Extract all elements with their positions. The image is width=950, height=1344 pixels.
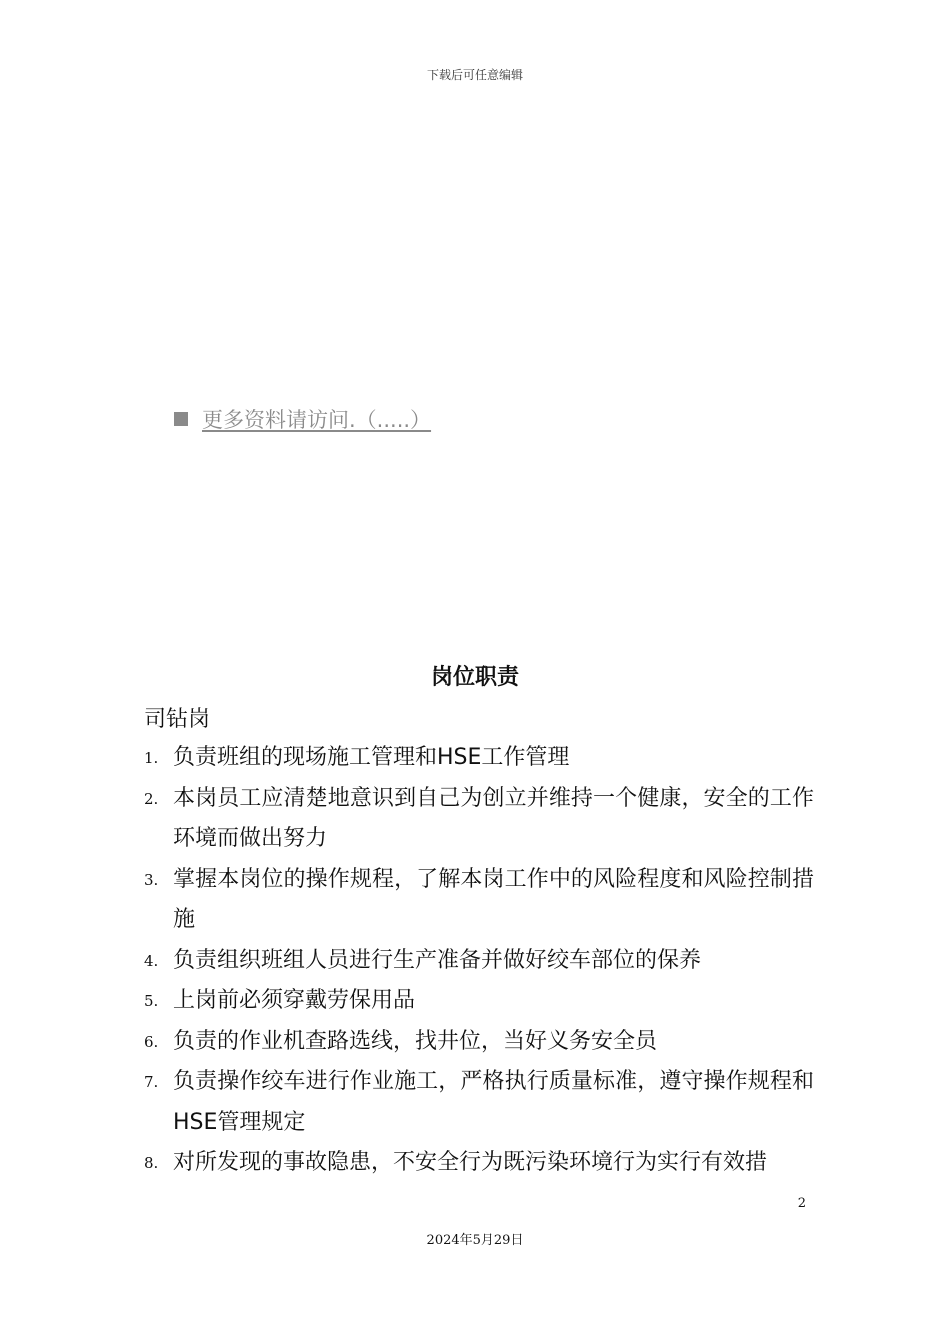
footer-date: 2024年5月29日 [426,1233,524,1248]
list-item [144,1022,814,1063]
more-resources-link[interactable]: 更多资料请访问.（.....） [202,408,432,432]
document-title: 岗位职责 [430,665,519,690]
square-bullet-icon [174,412,188,426]
item-text: 掌握本岗位的操作规程，了解本岗工作中的风险程度和风险控制措施 [173,866,814,932]
role-heading: 司钻岗 [144,707,211,732]
page-number: 2 [797,1196,806,1211]
item-number: 2. [144,789,159,808]
item-number: 4. [144,951,159,970]
duty-list [144,738,814,1184]
page-header: 下载后可任意编辑 [426,68,523,82]
item-number: 1. [144,749,159,767]
item-text: 本岗员工应清楚地意识到自己为创立并维持一个健康，安全的工作环境而做出努力 [173,785,814,851]
item-number: 3. [144,870,159,889]
list-item [144,860,814,941]
item-number: 5. [144,992,159,1010]
item-number: 8. [144,1154,159,1172]
item-text: 负责组织班组人员进行生产准备并做好绞车部位的保养 [173,947,702,973]
list-item [144,1143,814,1184]
item-text: 对所发现的事故隐患，不安全行为既污染环境行为实行有效措 [173,1150,768,1175]
item-number: 7. [144,1073,159,1091]
promo-line [174,404,431,434]
item-text: 负责班组的现场施工管理和HSE工作管理 [173,745,570,770]
list-item [144,941,814,982]
list-item [144,779,814,860]
list-item [144,1062,814,1143]
item-text: 上岗前必须穿戴劳保用品 [173,988,416,1013]
list-item [144,738,814,779]
item-number: 6. [144,1032,159,1051]
list-item [144,981,814,1022]
item-text: 负责操作绞车进行作业施工，严格执行质量标准，遵守操作规程和HSE管理规定 [173,1069,814,1135]
item-text: 负责的作业机查路选线，找井位，当好义务安全员 [173,1028,658,1054]
